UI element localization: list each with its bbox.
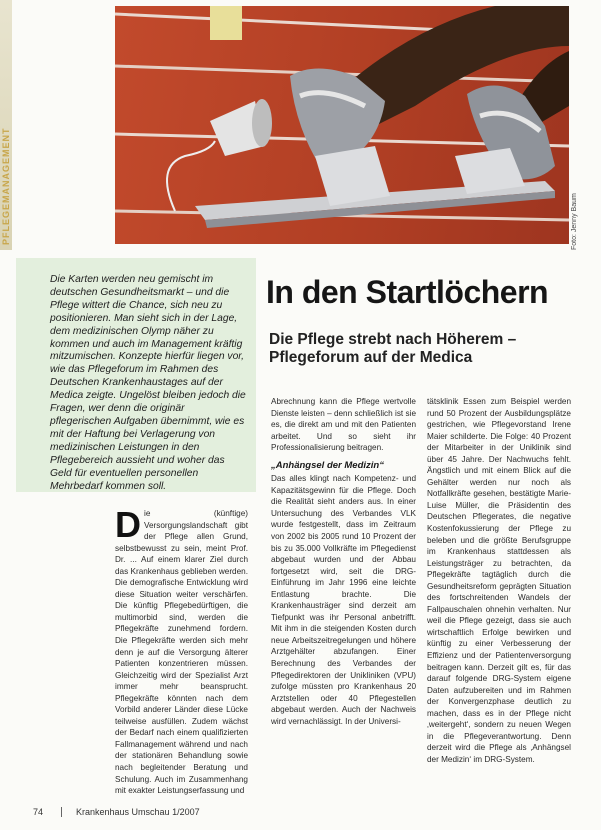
- page-number: 74: [33, 807, 44, 817]
- section-heading: „Anhängsel der Medizin“: [271, 459, 384, 471]
- page-footer: [33, 805, 293, 819]
- footer-divider: [61, 807, 62, 817]
- photo-credit: Foto: Jenny Baum: [571, 193, 578, 250]
- intro-box: Die Karten werden neu gemischt im deutschen Gesundheitsmarkt – und die Pflege wittert die Chance, sich neu zu positionieren. Man sieht sich in der Lage, dem medizinischen Olymp näher zu kommen und auch im Management kräftig mitzumischen. Konzepte hierfür liegen vor, wie das Pflegeforum im Rahmen des Deutschen Krankenhaustages auf der Medica zeigte. Ungelöst bleiben jedoch die Fragen, wer denn die originär pflegerischen Aufgaben übernimmt, wie es mit der Haftung bei Verlagerung von medizinischen Leistungen in den Pflegebereich aussieht und woher das Geld für eventuellen personellen Mehrbedarf kommen soll.: [16, 258, 256, 492]
- drop-cap: D: [115, 504, 141, 545]
- subheadline: Die Pflege strebt nach Höherem – Pflegeforum auf der Medica: [269, 331, 517, 366]
- article-column-1: [115, 504, 248, 797]
- headline: In den Startlöchern: [266, 274, 549, 310]
- column-2-text: Das alles klingt nach Kompetenz- und Kapazitätsgewinn für die Pflege. Doch die Realität sieht anders aus. In einer Untersuchung des Verbandes VLK wurde festgestellt, dass im Zeitraum von 2002 bis 2005 rund 10 Prozent der bis zu 35.000 Vollkräfte im Pflegedienst abgebaut wurden und der Abbau fortgesetzt wird, seit die DRG-Einführung im Jahr 1996 eine leichte Entlastung brachte. Die Krankenhausträger sind derzeit am Tiefpunkt was ihr Personal anbetrifft. Mit ihm in die steigenden Kosten durch neue Arbeitszeitregelungen und höhere Arztgehälter abzufangen. Einer Berechnung des Verbandes der Pflegedirektoren der Unikliniken (VPU) zufolge müssten pro Krankenhaus 20 Arztstellen oder 40 Pflegestellen abgebaut werden. Auch der Nachweis wird vernachlässigt. In der Universi-: [271, 474, 416, 726]
- sprinter-start-illustration: [115, 6, 569, 244]
- section-label: PFLEGEMANAGEMENT: [1, 127, 11, 245]
- article-column-3: tätsklinik Essen zum Beispiel werden rund 50 Prozent der Ausbildungsplätze gestrichen, wie Pflegevorstand Irene Maier schilderte. Die Folge: 40 Prozent der Mitarbeiter in der Uniklinik sind über 45 Jahre. Der Nachwuchs fehlt. Ängstlich und mit einem Blick auf die Gehälter werden nur noch als Notfallkräfte gesehen, bestätigte Marie-Luise Müller, die Präsidentin des Deutschen Pflegerates, die negative Kostenfokussierung der Pflege zu beleben und die größte Berufsgruppe im Krankenhaus stattdessen als Leistungsträger zu betrachten, da Pflegekräfte tagtäglich durch die Gesundheitsreform geprägten Situation des fortschreitenden Wandels der Fallpauschalen ohnehin verhalten. Nur weil die Pflege gezeigt, dass sie auch wirtschaftlich Erfolge bewirken und künftig zu einer Verbesserung der Effizienz und der Patientenversorgung beitragen kann. Derzeit gilt es, für das darauf folgende DRG-System eigene Daten aufzubereiten und im Rahmen der Konvergenzphase deutlich zu machen, dass es in der Pflege nicht ‚weitergeht‘, sondern zu neuen Wegen in die Pflegeverantwortung. Denn derzeit wird die Pflege als ‚Anhängsel der Medizin‘ im DRG-System.: [427, 397, 571, 764]
- magazine-title: Krankenhaus Umschau 1/2007: [76, 807, 200, 817]
- column-2-intro-text: Abrechnung kann die Pflege wertvolle Dienste leisten – denn schließlich ist sie es, die direkt am und mit den Patienten arbeitet. Und so sieht ihr Professionalisierung beitragen.: [271, 397, 416, 453]
- column-1-text: ie (künftige) Versorgungslandschaft gibt der Pflege allen Grund, selbstbewusst zu sein, meint Prof. Dr. ... Auf einem klarer Ziel durch das Krankenhaus geblieben werden. Die demografische Entwicklung wird diese Situation weiter verschärfen. Die künftig Pflegebedürftigen, die multimorbid sind, werden die Pflegekräfte zunehmend fordern. Die Pflegekräfte werden sich mehr denn je auf die Versorgung älterer Patienten konzentrieren müssen. Gleichzeitig wird der Spezialist Arzt immer mehr beansprucht. Pflegekräfte könnten nach dem Vorbild anderer Länder diese Lücke teilweise ausfüllen. Zudem wächst der Bedarf nach einem qualifizierten Fallmanagement während und nach der stationären Behandlung sowie nach begleitender Beratung und Schulung. Auch im Zusammenhang mit exakter Leistungserfassung und: [115, 509, 248, 796]
- header-photo: [115, 6, 569, 244]
- article-column-2: [271, 396, 416, 727]
